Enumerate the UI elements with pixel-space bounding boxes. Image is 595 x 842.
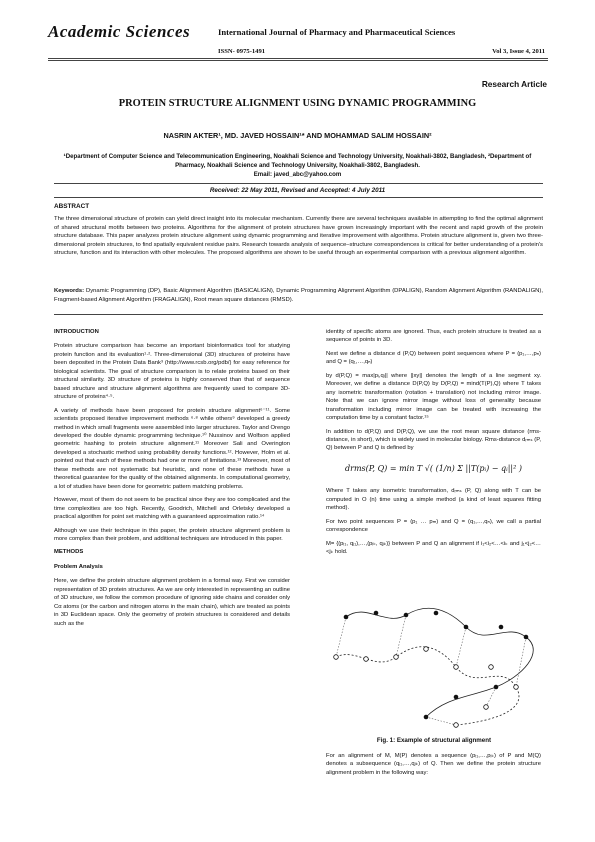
methods-paragraph-1: Here, we define the protein structure alignment problem in a formal way. First we consider representation of 3D protein structures. As we are only interested in representing an outline of 3D structure, we follow the common procedure of ignoring side chains and consider only Cα atoms (or the carbon and nitrogen atoms in the main chain), which are treated as points in 3D Euclidean space. Only the geometry of protein structures is considered and details such as the — [54, 578, 290, 627]
right-paragraph-4: In addition to d(P,Q) and D(P,Q), we use the root mean square distance (rms-distance, in short), which is widely used in molecular biology. Rms-distance dᵣₘₛ (P, Q) between P and Q is defined by — [326, 428, 541, 452]
volume-issue: Vol 3, Issue 4, 2011 — [492, 48, 545, 55]
backbone-p — [346, 608, 533, 717]
affiliation-text: ¹Department of Computer Science and Telecommunication Engineering, Noakhali Science and Technology University, Noakhali-3802, Bangladesh, ²Department of Pharmacy, Noakhali Science and Technology University, Noakhali-3802, Bangladesh. — [63, 153, 532, 170]
right-paragraph-7: M= {(pᵢ₁, qⱼ₁),…,(pᵢₖ, qⱼₖ)} between P and Q an alignment if i₁<i₂<…<iₖ and j₁<j₂<…<jₖ hold. — [326, 540, 541, 556]
alignment-diagram — [326, 597, 542, 733]
intro-paragraph-3: However, most of them do not seem to be practical since they are too complicated and the time complexities are too high. Recently, Goodrich, Mitchell and Orletsky developed a practical algorithm for point set matching with a guaranteed approximation ratio.¹⁴ — [54, 497, 290, 521]
right-column — [326, 328, 541, 562]
rms-formula: drms(P, Q) = min T √( (1/n) Σ ||T(pᵢ) − qᵢ||² ) — [345, 463, 522, 473]
dates: Received: 22 May 2011, Revised and Accepted: 4 July 2011 — [209, 187, 386, 194]
methods-heading: METHODS — [54, 549, 84, 556]
dates-rule-bottom — [54, 197, 543, 198]
journal-name: International Journal of Pharmacy and Pharmaceutical Sciences — [218, 27, 456, 37]
email: Email: javed_abc@yahoo.com — [253, 171, 342, 179]
keywords-text: Dynamic Programming (DP), Basic Alignment Algorithm (BASICALIGN), Dynamic Programming Alignment Algorithm (DPALIGN), Random Alignment Algorithm (RANDALIGN), Fragment-based Alignment Algorithm (FRAGALIGN), Root mean square distances (RMSD). — [54, 288, 544, 303]
structural-alignment-figure — [326, 597, 542, 733]
journal-logo: Academic Sciences — [48, 22, 191, 41]
intro-heading: INTRODUCTION — [54, 329, 99, 335]
right-paragraph-2: Next we define a distance d (P,Q) between point sequences where P = (p₁,…,pₙ) and Q = (q₁,…,qₙ) — [326, 350, 541, 366]
right-paragraph-1: identity of specific atoms are ignored. Thus, each protein structure is treated as a sequence of points in 3D. — [326, 329, 541, 344]
paper-title: PROTEIN STRUCTURE ALIGNMENT USING DYNAMIC PROGRAMMING — [118, 98, 477, 109]
intro-paragraph-4: Although we use their technique in this paper, the protein structure alignment problem is more complex than their problem, and additional techniques are introduced in this paper. — [54, 527, 290, 542]
left-column — [54, 328, 290, 633]
right-column-bottom — [326, 752, 541, 782]
header-rule-2 — [48, 60, 548, 61]
keywords — [54, 287, 543, 304]
issn: ISSN- 0975-1491 — [218, 48, 266, 55]
right-paragraph-3: by d(P,Q) = max|pᵢ,qᵢ|| where ||xy|| denotes the length of a line segment xy. Moreover, we define a distance D(P,Q) by D(P,Q) = mind(T(P),Q) where T takes any isometric transformation (rotation + translation) not including mirror image. Note that we can ignore mirror image without loss of generality because transformation including mirror image can be treated with increasing the computation time by a constant factor.¹⁵ — [326, 372, 541, 422]
right-paragraph-8: For an alignment of M, M(P) denotes a sequence (pᵢ₁,…,pᵢₖ) of P and M(Q) denotes a subsequence (qⱼ₁,…,qⱼₖ) of Q. Then we define the protein structure alignment problem in the following way: — [326, 753, 541, 776]
right-paragraph-5: Where T takes any isometric transformation, dᵣₘₛ (P, Q) along with T can be computed in O (n) time using a simple method (a kind of least squares fitting method). — [326, 488, 541, 512]
abstract-heading: ABSTRACT — [54, 203, 90, 210]
affiliation — [60, 152, 535, 180]
abstract-text: The three dimensional structure of protein can yield direct insight into its molecular mechanism. Currently there are several techniques available in attempting to find the optimal alignment of shared structural motifs between two proteins. Algorithms for the alignment of protein structures have grown increasingly important with the recent and rapid growth of the protein structure database. This paper analyzes protein structure alignment using dynamic programming and iterative improvement with algorithms. Protein structure alignment is, given two three-dimensional protein structures, to find spatially equivalent residue pairs. Research towards analysis of sequence–structure correspondences is critical for better understanding of a protein's structure, function and its interaction with other molecules. The proposed algorithms are shown to be useful through an experimental comparison with a previous alignment algorithm. — [54, 216, 543, 256]
intro-paragraph-1: Protein structure comparison has become an important bioinformatics tool for studying protein function and its evaluation¹·². Three-dimensional (3D) structures of proteins have been deposited in the Protein Data Bank³ (http://www.rcsb.org/pdb/) for easy reference for biological scientists. The goal of structure comparison is to relate proteins based on their structural similarity. 3D structure of proteins is highly conserved than that of sequence based structure and structure alignment algorithms are frequently used to compare 3D-structure of proteins⁴·⁵. — [54, 343, 290, 401]
intro-paragraph-2: A variety of methods have been proposed for protein structure alignment⁶⁻¹¹. Some scientists proposed iterative improvement methods ⁶·⁸ while others⁹ developed a greedy method in which small fragments were assembled into larger structures. Taylor and Orengo developed the double dynamic programming technique.¹⁰ Nussinov and Wolfson applied geometric hashing to protein structure alignment.¹¹ Moreover Sali and Overington developed a stochastic method using probability density functions.¹². However, Holm et al. pointed out that each of these methods had one or more of limitations.¹³ Moreover, most of these methods are not systematic but heuristic, and none of these methods have a theoretical guarantee for the quality of the obtained alignments. In computational geometry, a lot of studies have been done for geometric pattern matching problems. — [54, 407, 290, 490]
article-type: Research Article — [481, 79, 547, 89]
dates-rule-top — [54, 183, 543, 184]
abstract-rule — [54, 314, 543, 315]
figure-caption: Fig. 1: Example of structural alignment — [376, 737, 492, 744]
right-paragraph-6: For two point sequences P = (p₁ … pₘ) and Q = (q₁,…,qₙ), we call a partial correspondence — [326, 518, 541, 534]
authors: NASRIN AKTER¹, MD. JAVED HOSSAIN¹* AND MOHAMMAD SALIM HOSSAIN² — [163, 131, 432, 140]
keywords-label: Keywords: — [54, 288, 85, 294]
problem-analysis-heading: Problem Analysis — [54, 563, 103, 570]
header-rule — [48, 58, 548, 59]
